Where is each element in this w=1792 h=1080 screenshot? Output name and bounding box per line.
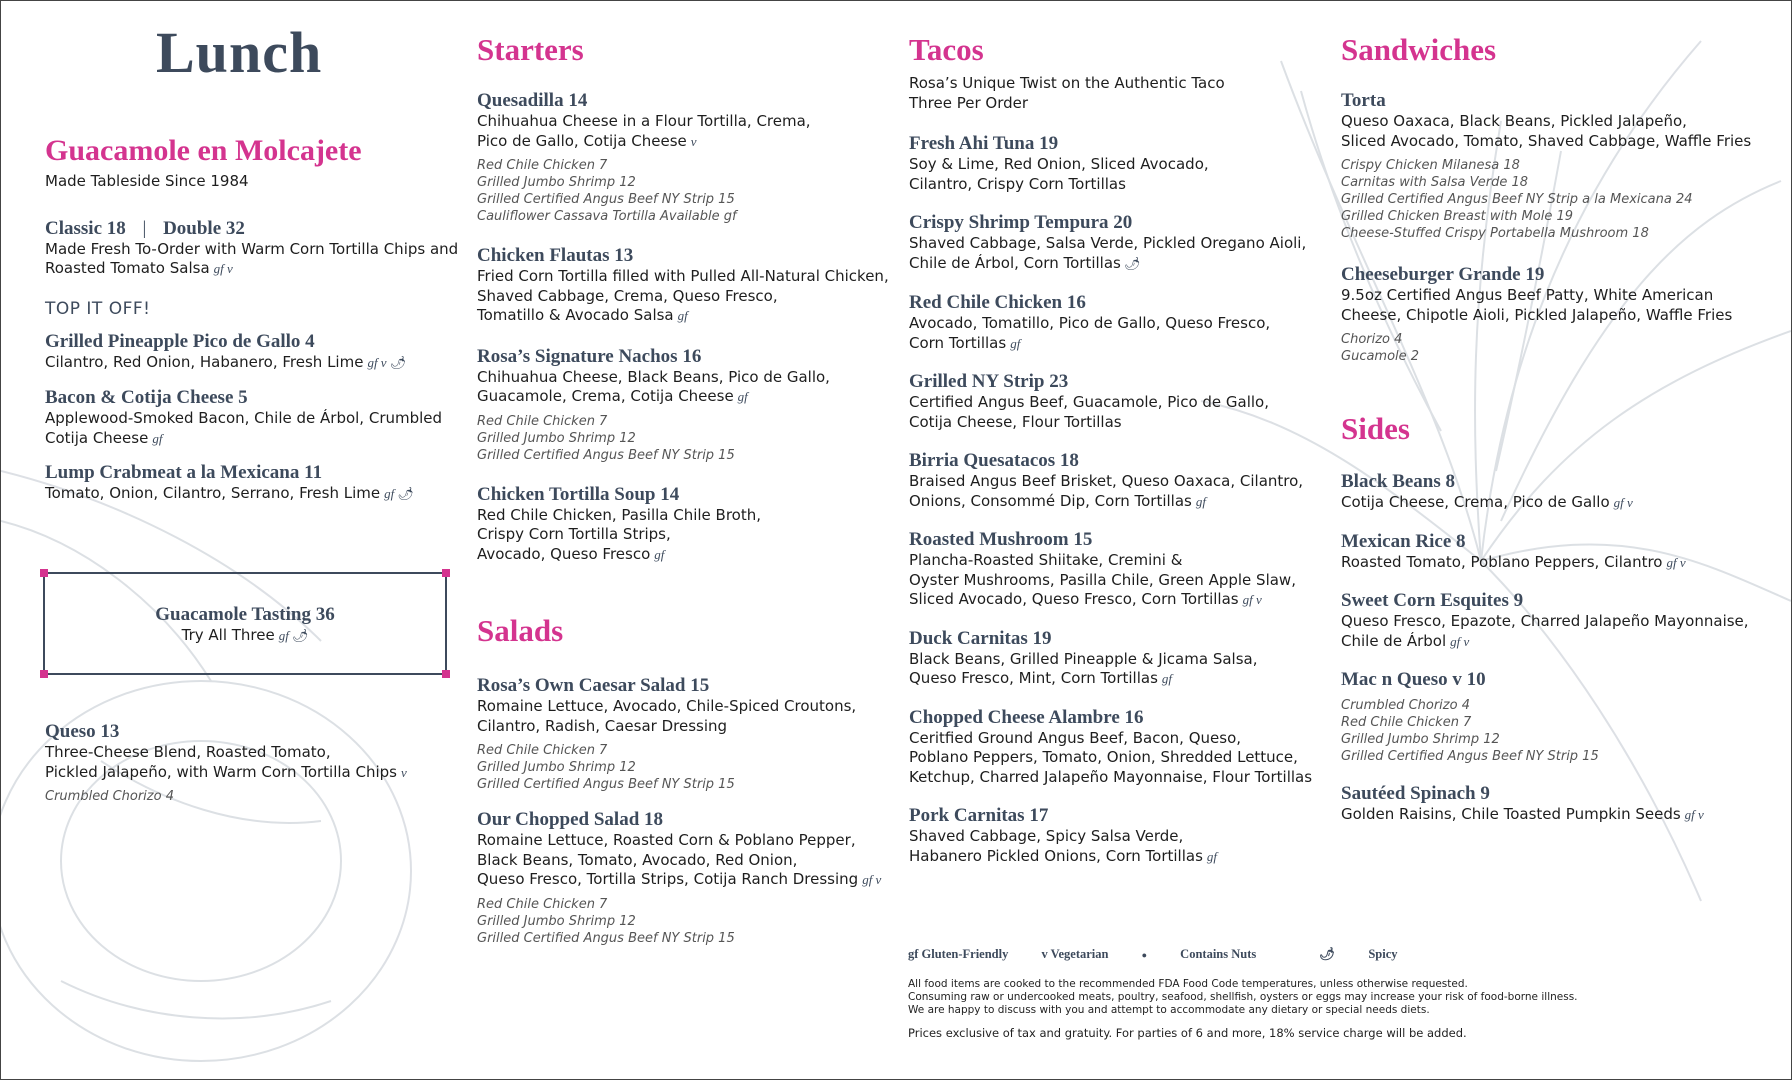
addon-item: Red Chile Chicken 7 — [477, 158, 608, 173]
tacos-intro-2: Three Per Order — [909, 93, 1029, 112]
guacamole-desc — [45, 240, 465, 279]
diet-tags: gf v — [367, 354, 387, 370]
addon-item: Cauliflower Cassava Tortilla Available gf — [477, 209, 737, 224]
item-desc-line — [1341, 286, 1781, 306]
item-name: Lump Crabmeat a la Mexicana 11 — [45, 462, 323, 483]
addon-list — [477, 742, 897, 793]
item-desc-text: Roasted Tomato, Poblano Peppers, Cilantro — [1341, 552, 1663, 571]
diet-tags: v — [690, 133, 697, 149]
item-name: Bacon & Cotija Cheese 5 — [45, 387, 248, 408]
item-desc-text: Shaved Cabbage, Spicy Salsa Verde, — [909, 827, 1184, 845]
item-name: Fresh Ahi Tuna 19 — [909, 133, 1059, 154]
spicy-icon: 🌶 — [1123, 256, 1141, 272]
item-desc-text: Tomato, Onion, Cilantro, Serrano, Fresh Lime — [45, 484, 381, 502]
item-desc-line — [1341, 805, 1781, 825]
item-desc-text: Shaved Cabbage, Crema, Queso Fresco, — [477, 286, 778, 305]
addon-item: Chorizo 4 — [1341, 332, 1403, 347]
item-desc-line — [909, 314, 1329, 334]
guacamole-classic-price: Classic 18 — [45, 217, 126, 239]
item-desc-text: Poblano Peppers, Tomato, Onion, Shredded Lettuce, — [909, 748, 1298, 766]
item-name: Crispy Shrimp Tempura 20 — [909, 212, 1133, 233]
item-desc-text: Plancha-Roasted Shiitake, Cremini & — [909, 551, 1183, 569]
addon-item: Red Chile Chicken 7 — [477, 743, 608, 758]
guacamole-title: Guacamole en Molcajete — [45, 134, 362, 167]
item-name: Sweet Corn Esquites 9 — [1341, 590, 1524, 611]
item-desc-line — [1341, 632, 1781, 652]
item-desc-text: Avocado, Tomatillo, Pico de Gallo, Queso Fresco, — [909, 314, 1271, 332]
addon-list — [477, 413, 897, 464]
item-desc-line — [1341, 132, 1781, 152]
item-desc-text: Romaine Lettuce, Roasted Corn & Poblano Pepper, — [477, 831, 856, 849]
item-desc-line — [477, 267, 897, 287]
item-desc-line — [909, 413, 1329, 433]
item-desc-line — [909, 590, 1329, 610]
disclaimer — [908, 978, 1708, 1017]
addon-item: Red Chile Chicken 7 — [477, 413, 608, 429]
spicy-icon: 🌶 — [397, 487, 414, 502]
diet-tags: gf v — [1666, 554, 1686, 570]
item-desc-text: Guacamole, Crema, Cotija Cheese — [477, 387, 734, 405]
menu-item — [477, 809, 897, 947]
addon-item: Gucamole 2 — [1341, 349, 1420, 364]
item-desc-text: Cotija Cheese, Flour Tortillas — [909, 412, 1122, 431]
diet-tags: gf — [1206, 848, 1218, 864]
disclaimer-line-2: Consuming raw or undercooked meats, poultry, seafood, shellfish, oysters or eggs may increase your risk of food-borne illness. — [908, 991, 1578, 1003]
item-desc-text: Queso Fresco, Epazote, Charred Jalapeño Mayonnaise, — [1341, 612, 1749, 630]
item-desc-text: Habanero Pickled Onions, Corn Tortillas — [909, 846, 1203, 865]
diet-tags: gf v — [213, 261, 233, 276]
item-desc-line — [909, 571, 1329, 591]
diet-tags: gf — [654, 546, 665, 562]
menu-item — [1341, 783, 1781, 825]
diet-tags: gf — [1161, 671, 1173, 686]
item-desc-line — [909, 729, 1329, 749]
item-desc-line — [909, 551, 1329, 571]
item-name: Mac n Queso v 10 — [1341, 669, 1486, 690]
item-name: Black Beans 8 — [1341, 471, 1456, 492]
item-desc-text: Ketchup, Charred Jalapeño Mayonnaise, Flour Tortillas — [909, 767, 1313, 786]
item-desc-text: Corn Tortillas — [909, 333, 1007, 352]
item-desc-text: Pico de Gallo, Cotija Cheese — [477, 131, 687, 150]
item-desc-line — [909, 768, 1329, 788]
menu-item — [477, 245, 897, 326]
item-desc-text: Queso Fresco, Tortilla Strips, Cotija Ranch Dressing — [477, 870, 859, 888]
tacos-list — [909, 133, 1329, 866]
item-desc-text: Ceritfied Ground Angus Beef, Bacon, Queso, — [909, 728, 1242, 747]
item-desc-line — [909, 472, 1329, 492]
diet-tags: gf — [1195, 493, 1206, 509]
starters-section — [477, 32, 897, 584]
item-name: Torta — [1341, 90, 1386, 111]
item-desc-text: Shaved Cabbage, Salsa Verde, Pickled Oregano Aioli, — [909, 234, 1307, 252]
spicy-icon: 🌶 — [389, 355, 407, 371]
addon-item: Crispy Chicken Milanesa 18 — [1341, 158, 1520, 173]
salads-title: Salads — [477, 613, 564, 648]
queso-desc-2-text: Pickled Jalapeño, with Warm Corn Tortilla Chips — [45, 762, 398, 781]
item-desc-text: Chihuahua Cheese in a Flour Tortilla, Crema, — [477, 112, 811, 130]
tasting-name: Guacamole Tasting 36 — [155, 604, 335, 625]
addon-item: Grilled Chicken Breast with Mole 19 — [1341, 209, 1574, 224]
item-desc-text: 9.5oz Certified Angus Beef Patty, White American — [1341, 286, 1714, 304]
addon-item: Grilled Certified Angus Beef NY Strip 15 — [477, 192, 735, 207]
item-desc-line — [45, 353, 465, 374]
tacos-intro-1: Rosa’s Unique Twist on the Authentic Taco — [909, 74, 1225, 92]
item-name: Grilled NY Strip 23 — [909, 371, 1069, 392]
menu-item — [909, 450, 1329, 511]
top-it-off-label: TOP IT OFF! — [45, 298, 151, 319]
item-desc-text: Red Chile Chicken, Pasilla Chile Broth, — [477, 505, 762, 524]
item-name: Rosa’s Own Caesar Salad 15 — [477, 675, 710, 696]
menu-item — [1341, 531, 1781, 573]
item-desc-line — [909, 334, 1329, 354]
guacamole-double-price: Double 32 — [163, 217, 245, 239]
menu-item — [1341, 669, 1781, 765]
spicy-icon: 🌶 — [291, 629, 309, 644]
diet-tags: gf — [152, 430, 163, 446]
addon-item: Grilled Jumbo Shrimp 12 — [477, 913, 636, 929]
sides-section — [1341, 411, 1781, 843]
queso-name: Queso 13 — [45, 721, 120, 742]
item-desc-text: Queso Oaxaca, Black Beans, Pickled Jalapeño, — [1341, 112, 1687, 130]
sides-title: Sides — [1341, 411, 1410, 446]
item-desc-text: Sliced Avocado, Queso Fresco, Corn Tortillas — [909, 590, 1239, 608]
item-desc-line — [45, 409, 465, 448]
diet-tags: gf — [278, 628, 289, 643]
item-desc-text: Queso Fresco, Mint, Corn Tortillas — [909, 669, 1158, 687]
tasting-desc-text: Try All Three — [181, 626, 275, 644]
tasting-desc — [45, 626, 445, 647]
disclaimer-line-3: We are happy to discuss with you and attempt to accommodate any dietary or special needs diets. — [908, 1004, 1430, 1016]
item-desc-line — [477, 306, 897, 326]
item-desc-text: Tomatillo & Avocado Salsa — [477, 306, 674, 324]
menu-item — [909, 292, 1329, 353]
addon-item: Red Chile Chicken 7 — [477, 896, 608, 912]
legend — [908, 947, 1458, 962]
guacamole-subtitle: Made Tableside Since 1984 — [45, 172, 249, 190]
item-desc-text: Cheese, Chipotle Aioli, Pickled Jalapeño, Waffle Fries — [1341, 305, 1733, 324]
item-desc-line — [477, 387, 897, 407]
menu-item — [909, 371, 1329, 432]
page-title: Lunch — [156, 20, 323, 85]
addon-item: Crumbled Chorizo 4 — [1341, 698, 1470, 713]
item-desc-text: Cilantro, Radish, Caesar Dressing — [477, 716, 728, 735]
menu-item — [1341, 590, 1781, 651]
menu-item — [909, 133, 1329, 194]
item-desc-text: Romaine Lettuce, Avocado, Chile-Spiced Croutons, — [477, 697, 857, 715]
item-desc-line — [909, 847, 1329, 867]
addon-item: Grilled Jumbo Shrimp 12 — [477, 175, 636, 190]
item-desc-line — [45, 484, 465, 505]
addon-item: Grilled Certified Angus Beef NY Strip 15 — [477, 930, 735, 946]
addon-item: Red Chile Chicken 7 — [1341, 715, 1472, 730]
queso-desc-2 — [45, 763, 465, 783]
diet-tags: gf v — [1613, 495, 1633, 510]
menu-item — [45, 331, 465, 374]
menu-item — [477, 346, 897, 464]
menu-item — [909, 707, 1329, 788]
diet-tags: gf v — [862, 872, 882, 887]
item-desc-text: Sliced Avocado, Tomato, Shaved Cabbage, Waffle Fries — [1341, 131, 1752, 150]
guacamole-desc-text: Made Fresh To-Order with Warm Corn Tortilla Chips and Roasted Tomato Salsa — [45, 239, 459, 277]
item-desc-text: Chile de Árbol, Corn Tortillas — [909, 253, 1121, 272]
addon-list — [1341, 157, 1781, 242]
item-desc-text: Chile de Árbol — [1341, 631, 1447, 650]
item-desc-text: Certified Angus Beef, Guacamole, Pico de Gallo, — [909, 393, 1269, 411]
item-desc-text: Oyster Mushrooms, Pasilla Chile, Green Apple Slaw, — [909, 570, 1296, 589]
item-name: Chicken Flautas 13 — [477, 245, 634, 266]
addon-list — [1341, 331, 1781, 365]
menu-item — [477, 675, 897, 793]
starters-list — [477, 90, 897, 564]
legend-nuts — [1142, 947, 1287, 961]
addon-list — [477, 157, 897, 225]
menu-item — [909, 529, 1329, 610]
item-desc-line — [909, 827, 1329, 847]
item-name: Sautéed Spinach 9 — [1341, 783, 1490, 804]
price-separator: | — [142, 217, 147, 239]
queso-desc-1: Three-Cheese Blend, Roasted Tomato, — [45, 743, 331, 761]
item-name: Birria Quesatacos 18 — [909, 450, 1079, 471]
item-name: Mexican Rice 8 — [1341, 530, 1466, 552]
sandwiches-list — [1341, 90, 1781, 365]
item-desc-line — [909, 492, 1329, 512]
item-name: Quesadilla 14 — [477, 90, 588, 111]
item-desc-text: Fried Corn Tortilla filled with Pulled All-Natural Chicken, — [477, 267, 889, 285]
item-desc-text: Cotija Cheese, Crema, Pico de Gallo — [1341, 493, 1610, 511]
item-desc-line — [477, 112, 897, 132]
queso-item — [45, 721, 465, 805]
guacamole-tasting-box — [43, 572, 447, 675]
menu-item — [45, 387, 465, 448]
item-desc-text: Cilantro, Red Onion, Habanero, Fresh Lime — [45, 352, 364, 371]
menu-item — [477, 484, 897, 565]
addon-item: Cheese-Stuffed Crispy Portabella Mushroom 18 — [1341, 226, 1649, 241]
menu-item — [909, 805, 1329, 866]
item-desc-line — [477, 697, 897, 717]
guacamole-sizes — [45, 218, 465, 240]
addon-list — [1341, 697, 1781, 765]
diet-tags: gf v — [1450, 633, 1470, 649]
item-desc-text: Crispy Corn Tortilla Strips, — [477, 525, 671, 543]
item-name: Rosa’s Signature Nachos 16 — [477, 345, 702, 367]
legend-spicy — [1319, 947, 1427, 961]
addon-item: Grilled Certified Angus Beef NY Strip 15 — [1341, 749, 1599, 764]
legend-spicy-text: Spicy — [1368, 947, 1398, 961]
tacos-title: Tacos — [909, 32, 984, 67]
service-charge-note: Prices exclusive of tax and gratuity. For parties of 6 and more, 18% service charge will be added. — [908, 1026, 1467, 1040]
item-desc-line — [1341, 493, 1781, 513]
item-desc-text: Soy & Lime, Red Onion, Sliced Avocado, — [909, 155, 1209, 173]
addon-item: Grilled Jumbo Shrimp 12 — [1341, 732, 1500, 747]
legend-gf: gf Gluten-Friendly — [908, 947, 1009, 961]
item-name: Grilled Pineapple Pico de Gallo 4 — [45, 330, 315, 352]
legend-nuts-text: Contains Nuts — [1180, 947, 1257, 961]
menu-item — [909, 212, 1329, 274]
item-desc-line — [477, 851, 897, 871]
menu-item — [1341, 471, 1781, 513]
item-desc-line — [909, 650, 1329, 670]
item-desc-line — [477, 525, 897, 545]
item-desc-line — [909, 155, 1329, 175]
item-desc-line — [477, 870, 897, 890]
item-desc-line — [1341, 306, 1781, 326]
diet-tags: gf v — [1242, 592, 1262, 607]
menu-item — [1341, 264, 1781, 365]
guacamole-section — [45, 134, 465, 519]
addon-item: Grilled Certified Angus Beef NY Strip a la Mexicana 24 — [1341, 192, 1693, 207]
item-desc-line — [477, 506, 897, 526]
starters-title: Starters — [477, 32, 584, 67]
sandwiches-title: Sandwiches — [1341, 32, 1497, 67]
item-name: Red Chile Chicken 16 — [909, 292, 1086, 313]
item-desc-line — [909, 748, 1329, 768]
disclaimer-line-1: All food items are cooked to the recommended FDA Food Code temperatures, unless otherwise requested. — [908, 978, 1468, 990]
diet-tags: gf v — [1684, 807, 1704, 822]
menu-item — [909, 628, 1329, 689]
tacos-section — [909, 32, 1329, 884]
salads-list — [477, 675, 897, 947]
menu-item — [477, 90, 897, 225]
item-desc-line — [477, 368, 897, 388]
menu-item — [1341, 90, 1781, 242]
item-desc-line — [1341, 553, 1781, 573]
addon-item: Grilled Jumbo Shrimp 12 — [477, 430, 636, 446]
item-name: Our Chopped Salad 18 — [477, 809, 664, 830]
item-name: Cheeseburger Grande 19 — [1341, 264, 1545, 285]
item-name: Roasted Mushroom 15 — [909, 529, 1093, 550]
item-desc-line — [477, 132, 897, 152]
addon-item: Grilled Jumbo Shrimp 12 — [477, 760, 636, 775]
item-desc-text: Black Beans, Tomato, Avocado, Red Onion, — [477, 850, 798, 869]
item-desc-text: Applewood-Smoked Bacon, Chile de Árbol, Crumbled Cotija Cheese — [45, 409, 443, 447]
item-desc-text: Avocado, Queso Fresco — [477, 544, 651, 563]
item-desc-text: Onions, Consommé Dip, Corn Tortillas — [909, 491, 1192, 510]
spicy-icon: 🌶 — [1319, 947, 1336, 961]
addon-item: Grilled Certified Angus Beef NY Strip 15 — [477, 447, 735, 463]
salads-section — [477, 613, 897, 963]
diet-tags: gf — [384, 486, 395, 501]
sides-list — [1341, 471, 1781, 825]
nuts-icon: ● — [1141, 950, 1148, 960]
legend-vegetarian: v Vegetarian — [1041, 947, 1109, 961]
item-name: Chopped Cheese Alambre 16 — [909, 706, 1144, 728]
diet-tags: gf — [737, 389, 748, 404]
top-it-off-list — [45, 331, 465, 505]
addon-item: Carnitas with Salsa Verde 18 — [1341, 175, 1529, 190]
item-desc-line — [477, 831, 897, 851]
item-desc-text: Braised Angus Beef Brisket, Queso Oaxaca, Cilantro, — [909, 472, 1304, 490]
item-desc-text: Chihuahua Cheese, Black Beans, Pico de Gallo, — [477, 367, 830, 386]
item-desc-line — [1341, 612, 1781, 632]
item-desc-line — [909, 254, 1329, 275]
diet-tags: gf — [677, 308, 688, 323]
item-desc-text: Cilantro, Crispy Corn Tortillas — [909, 174, 1126, 193]
item-desc-line — [1341, 112, 1781, 132]
item-desc-line — [909, 175, 1329, 195]
item-desc-line — [477, 545, 897, 565]
addon-item: Grilled Certified Angus Beef NY Strip 15 — [477, 777, 735, 792]
item-desc-line — [477, 717, 897, 737]
item-name: Pork Carnitas 17 — [909, 805, 1049, 826]
item-desc-text: Golden Raisins, Chile Toasted Pumpkin Seeds — [1341, 805, 1681, 823]
item-desc-line — [477, 287, 897, 307]
item-desc-line — [909, 669, 1329, 689]
item-desc-line — [909, 234, 1329, 254]
diet-tags: gf — [1010, 335, 1021, 351]
item-name: Duck Carnitas 19 — [909, 627, 1052, 649]
item-desc-text: Black Beans, Grilled Pineapple & Jicama Salsa, — [909, 649, 1258, 668]
item-desc-line — [909, 393, 1329, 413]
diet-tags: v — [401, 764, 407, 780]
queso-addon: Crumbled Chorizo 4 — [45, 789, 174, 804]
item-name: Chicken Tortilla Soup 14 — [477, 483, 680, 505]
sandwiches-section — [1341, 32, 1781, 387]
menu-item — [45, 462, 465, 505]
addon-list — [477, 896, 897, 947]
